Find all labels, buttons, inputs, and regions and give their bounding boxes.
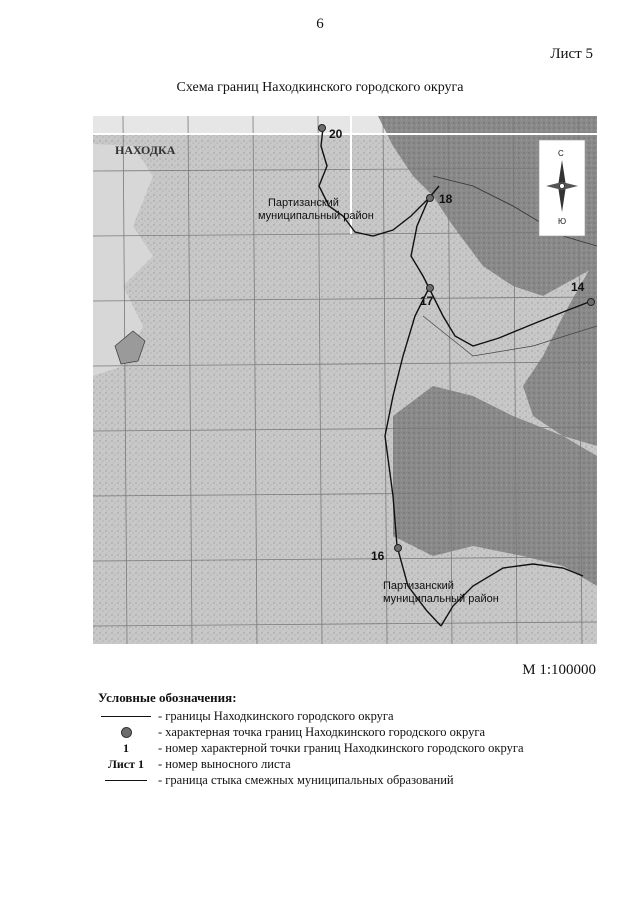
point-label-17: 17 bbox=[420, 294, 434, 308]
district-label-line2: муниципальный район bbox=[258, 210, 374, 222]
compass-rose-icon bbox=[539, 140, 585, 236]
boundary-point-14 bbox=[588, 299, 595, 306]
sheet-label: Лист 5 bbox=[550, 46, 593, 62]
adjoining-boundary-symbol bbox=[98, 780, 154, 781]
legend-item-text: - номер выносного листа bbox=[158, 756, 291, 771]
legend-item bbox=[98, 756, 578, 772]
legend-title: Условные обозначения: bbox=[98, 690, 237, 705]
legend-item-text: - границы Находкинского городского округа bbox=[158, 708, 394, 723]
legend-item bbox=[98, 708, 578, 724]
boundary-point-20 bbox=[319, 125, 326, 132]
legend-item-text: - характерная точка границ Находкинского городского округа bbox=[158, 724, 485, 739]
district-label-line1: Партизанский bbox=[383, 580, 454, 592]
city-label: НАХОДКА bbox=[115, 143, 176, 157]
legend-item bbox=[98, 740, 578, 756]
legend bbox=[98, 690, 578, 788]
page-number: 6 bbox=[316, 16, 324, 32]
legend-item bbox=[98, 772, 578, 788]
sheet-number-symbol: Лист 1 bbox=[107, 756, 145, 771]
compass-south: Ю bbox=[558, 217, 567, 226]
map-canvas bbox=[93, 116, 597, 644]
point-label-18: 18 bbox=[439, 192, 453, 206]
map-title: Схема границ Находкинского городского округа bbox=[176, 80, 464, 95]
district-label-line2: муниципальный район bbox=[383, 593, 499, 605]
point-symbol-icon bbox=[98, 727, 154, 738]
point-number-symbol: 1 bbox=[123, 740, 129, 755]
legend-item-text: - номер характерной точки границ Находкинского городского округа bbox=[158, 740, 524, 755]
legend-item-text: - граница стыка смежных муниципальных образований bbox=[158, 772, 454, 787]
boundary-point-17 bbox=[427, 285, 434, 292]
point-label-14: 14 bbox=[571, 280, 585, 294]
point-label-20: 20 bbox=[329, 127, 343, 141]
point-label-16: 16 bbox=[371, 549, 385, 563]
map-scale: М 1:100000 bbox=[522, 662, 596, 678]
boundary-line-symbol bbox=[98, 716, 154, 717]
map-image bbox=[93, 116, 597, 644]
legend-item bbox=[98, 724, 578, 740]
compass-north: С bbox=[558, 149, 564, 158]
boundary-point-16 bbox=[395, 545, 402, 552]
boundary-point-18 bbox=[427, 195, 434, 202]
district-label-line1: Партизанский bbox=[268, 197, 339, 209]
